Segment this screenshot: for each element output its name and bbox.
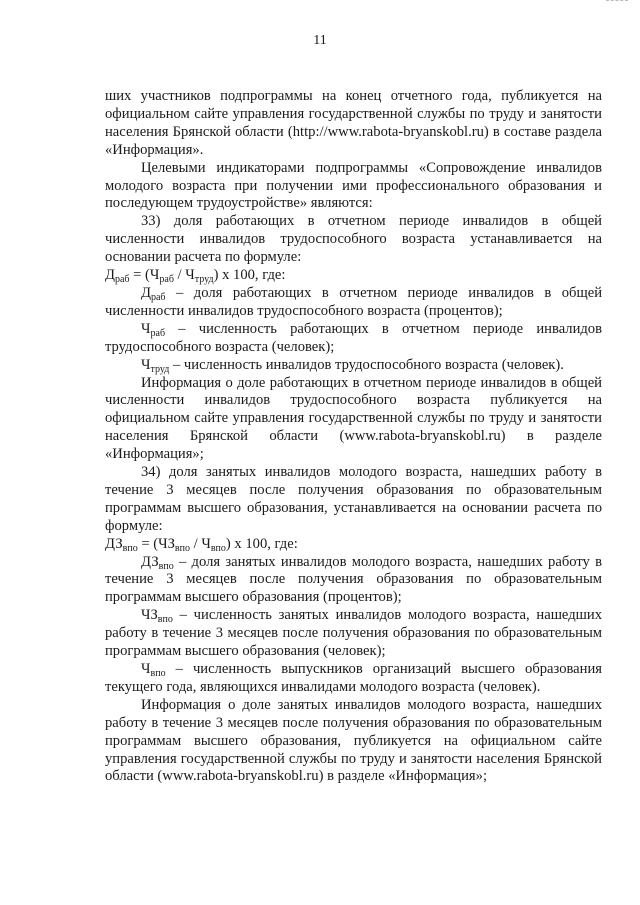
- definition-ch-trud: $Ч_{труд}$ – численность инвалидов трудоспособного возраста (человек).: [141, 356, 564, 375]
- definition-dz-vpo: $ДЗ_{впо}$ – доля занятых инвалидов молодого возраста, нашедших работу в течение 3 месяцев после получения образования по образовательным программам высшего образования (процентов);: [105, 553, 602, 606]
- paragraph-item-33: 33) доля работающих в отчетном периоде инвалидов в общей численности инвалидов трудоспособного возраста устанавливается на основании расчета по формуле:: [105, 213, 602, 266]
- paragraph-item-34: 34) доля занятых инвалидов молодого возраста, нашедших работу в течение 3 месяцев после получения образования по образовательным программам высшего образования, устанавливается на основании расчета по формуле:: [105, 464, 602, 534]
- definition-ch-vpo: $Ч_{впо}$ – численность выпускников организаций высшего образования текущего года, являющихся инвалидами молодого возраста (человек).: [105, 661, 602, 695]
- page-number: 11: [313, 33, 327, 48]
- paragraph-indicators-intro: Целевыми индикаторами подпрограммы «Сопровождение инвалидов молодого возраста при получении ими профессионального образования и последующем трудоустройстве» являются:: [105, 159, 602, 212]
- formula-employed-share: $Д_{раб} = (Ч_{раб} / Ч_{труд})$ x 100, где:: [105, 267, 286, 286]
- document-body: [105, 88, 602, 786]
- scan-corner-mark: [606, 0, 628, 1]
- formula-young-employed-share: $ДЗ_{впо} = (ЧЗ_{впо} / Ч_{впо})$ x 100, где:: [105, 535, 298, 554]
- definition-ch-rab: $Ч_{раб}$ – численность работающих в отчетном периоде инвалидов трудоспособного возраста (человек);: [105, 320, 602, 355]
- paragraph-continuation: ших участников подпрограммы на конец отчетного года, публикуется на официальном сайте управления государственной службы по труду и занятости населения Брянской области (http://www.rabota-bryanskobl.ru) в составе раздела «Информация».: [105, 88, 602, 158]
- definition-d-rab: $Д_{раб}$ – доля работающих в отчетном периоде инвалидов в общей численности инвалидов трудоспособного возраста (процентов);: [105, 284, 602, 319]
- paragraph-info-employed: Информация о доле работающих в отчетном периоде инвалидов в общей численности инвалидов трудоспособного возраста публикуется на официальном сайте управления государственной службы по труду и занятости населения Брянской области (www.rabota-bryanskobl.ru) в разделе «Информация»;: [105, 374, 602, 463]
- definition-chz-vpo: $ЧЗ_{впо}$ – численность занятых инвалидов молодого возраста, нашедших работу в течение 3 месяцев после получения образования по образовательным программам высшего образования (человек);: [105, 607, 602, 660]
- paragraph-info-young-employed: Информация о доле занятых инвалидов молодого возраста, нашедших работу в течение 3 месяцев после получения образования по образовательным программам высшего образования, публикуется на официальном сайте управления государственной службы по труду и занятости населения Брянской области (www.rabota-bryanskobl.ru) в разделе «Информация»;: [105, 696, 602, 785]
